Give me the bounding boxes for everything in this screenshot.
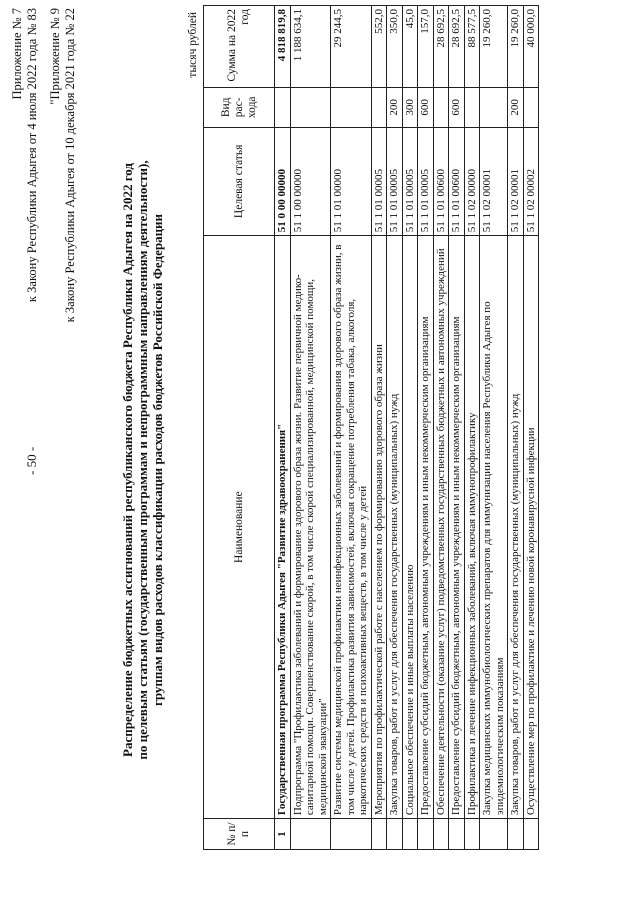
row-name: Мероприятия по профилактической работе с населением по формированию здорового образа жизни [371, 236, 387, 819]
row-type [464, 88, 480, 127]
table-row [449, 6, 465, 850]
table-row [402, 6, 418, 850]
appendix-current-title: Приложение № 7 [10, 8, 24, 100]
row-sum: 28 692,5 [449, 6, 465, 88]
row-code: 51 1 01 00600 [433, 127, 449, 236]
row-type [480, 88, 508, 127]
row-sum: 28 692,5 [433, 6, 449, 88]
row-sum: 552,0 [371, 6, 387, 88]
row-num [290, 819, 331, 850]
header-sum: Сумма на 2022 год [204, 6, 275, 88]
header-num: № п/п [204, 819, 275, 850]
appendix-original-law: к Закону Республики Адыгея от 10 декабря 2021 года № 22 [63, 8, 77, 323]
row-sum: 29 244,5 [331, 6, 372, 88]
row-name: Подпрограмма "Профилактика заболеваний и формирование здорового образа жизни. Развитие первичной медико-санитарной помощи. Совершенствование скорой, в том числе скорой специализированной, медицинской помощи, медицинской эвакуации" [290, 236, 331, 819]
row-type [371, 88, 387, 127]
row-name: Закупка товаров, работ и услуг для обеспечения государственных (муниципальных) нужд [387, 236, 403, 819]
row-sum: 4 818 819,8 [275, 6, 291, 88]
row-type [275, 88, 291, 127]
row-num [402, 819, 418, 850]
row-code: 51 1 01 00000 [331, 127, 372, 236]
row-sum: 350,0 [387, 6, 403, 88]
document-title: Распределение бюджетных ассигнований республиканского бюджета Республики Адыгея на 2022 год по целевым статьям (государственным программам и непрограммным направлениям деятельности), группам видов расходов классификации расходов бюджетов Российской Федерации [120, 160, 165, 760]
row-name: Развитие системы медицинской профилактики неинфекционных заболеваний и формирования здорового образа жизни, в том числе у детей. Профилактика развития зависимостей, включая сокращение потребления табака, алкоголя, наркотических средств и психоактивных веществ, в том числе у детей [331, 236, 372, 819]
row-num [418, 819, 434, 850]
table-row [371, 6, 387, 850]
table-row [275, 6, 291, 850]
row-num [464, 819, 480, 850]
row-sum: 1 188 634,1 [290, 6, 331, 88]
row-num [480, 819, 508, 850]
row-code: 51 1 01 00005 [387, 127, 403, 236]
header-code: Целевая статья [204, 127, 275, 236]
row-type: 200 [387, 88, 403, 127]
row-name: Обеспечение деятельности (оказание услуг) подведомственных государственных бюджетных и автономных учреждений [433, 236, 449, 819]
row-type [290, 88, 331, 127]
row-num [371, 819, 387, 850]
row-code: 51 1 02 00001 [508, 127, 524, 236]
row-sum: 88 577,5 [464, 6, 480, 88]
table-row [387, 6, 403, 850]
row-sum: 19 260,0 [480, 6, 508, 88]
row-code: 51 1 00 00000 [290, 127, 331, 236]
row-type: 200 [508, 88, 524, 127]
row-code: 51 1 01 00005 [371, 127, 387, 236]
row-num [508, 819, 524, 850]
table-row [433, 6, 449, 850]
row-sum: 157,0 [418, 6, 434, 88]
row-name: Предоставление субсидий бюджетным, автономным учреждениям и иным некоммерческим организациям [449, 236, 465, 819]
table-row [464, 6, 480, 850]
row-type [433, 88, 449, 127]
row-code: 51 1 02 00002 [523, 127, 539, 236]
row-name: Осуществление мер по профилактике и лечению новой коронавирусной инфекции [523, 236, 539, 819]
unit-label: тысяч рублей [187, 12, 199, 78]
row-name: Закупка товаров, работ и услуг для обеспечения государственных (муниципальных) нужд [508, 236, 524, 819]
row-name: Социальное обеспечение и иные выплаты населению [402, 236, 418, 819]
page-number: - 50 - [24, 446, 39, 475]
row-num [331, 819, 372, 850]
row-num [387, 819, 403, 850]
table-row [508, 6, 524, 850]
row-code: 51 1 02 00000 [464, 127, 480, 236]
row-code: 51 0 00 00000 [275, 127, 291, 236]
row-type [523, 88, 539, 127]
row-name: Закупка медицинских иммунобиологических препаратов для иммунизации населения Республики Адыгея по эпидемиологическим показаниям [480, 236, 508, 819]
row-num [523, 819, 539, 850]
table-row [480, 6, 508, 850]
table-row [523, 6, 539, 850]
row-type: 300 [402, 88, 418, 127]
table-row [290, 6, 331, 850]
row-code: 51 1 01 00600 [449, 127, 465, 236]
row-sum: 45,0 [402, 6, 418, 88]
header-name: Наименование [204, 236, 275, 819]
row-name: Профилактика и лечение инфекционных заболеваний, включая иммунопрофилактику [464, 236, 480, 819]
appendix-current-law: к Закону Республики Адыгея от 4 июля 2022 года № 83 [25, 8, 39, 303]
row-num [449, 819, 465, 850]
row-type [331, 88, 372, 127]
table-body [275, 6, 539, 850]
row-sum: 19 260,0 [508, 6, 524, 88]
row-code: 51 1 01 00005 [418, 127, 434, 236]
table-header-row [204, 6, 275, 850]
appendix-original-title: "Приложение № 9 [48, 8, 62, 105]
row-type: 600 [449, 88, 465, 127]
row-code: 51 1 01 00005 [402, 127, 418, 236]
row-sum: 40 000,0 [523, 6, 539, 88]
row-type: 600 [418, 88, 434, 127]
row-num: 1 [275, 819, 291, 850]
budget-table [203, 5, 539, 850]
header-type: Вид рас-хода [204, 88, 275, 127]
table-row [418, 6, 434, 850]
row-name: Государственная программа Республики Адыгея "Развитие здравоохранения" [275, 236, 291, 819]
row-num [433, 819, 449, 850]
row-name: Предоставление субсидий бюджетным, автономным учреждениям и иным некоммерческим организациям [418, 236, 434, 819]
row-code: 51 1 02 00001 [480, 127, 508, 236]
table-row [331, 6, 372, 850]
